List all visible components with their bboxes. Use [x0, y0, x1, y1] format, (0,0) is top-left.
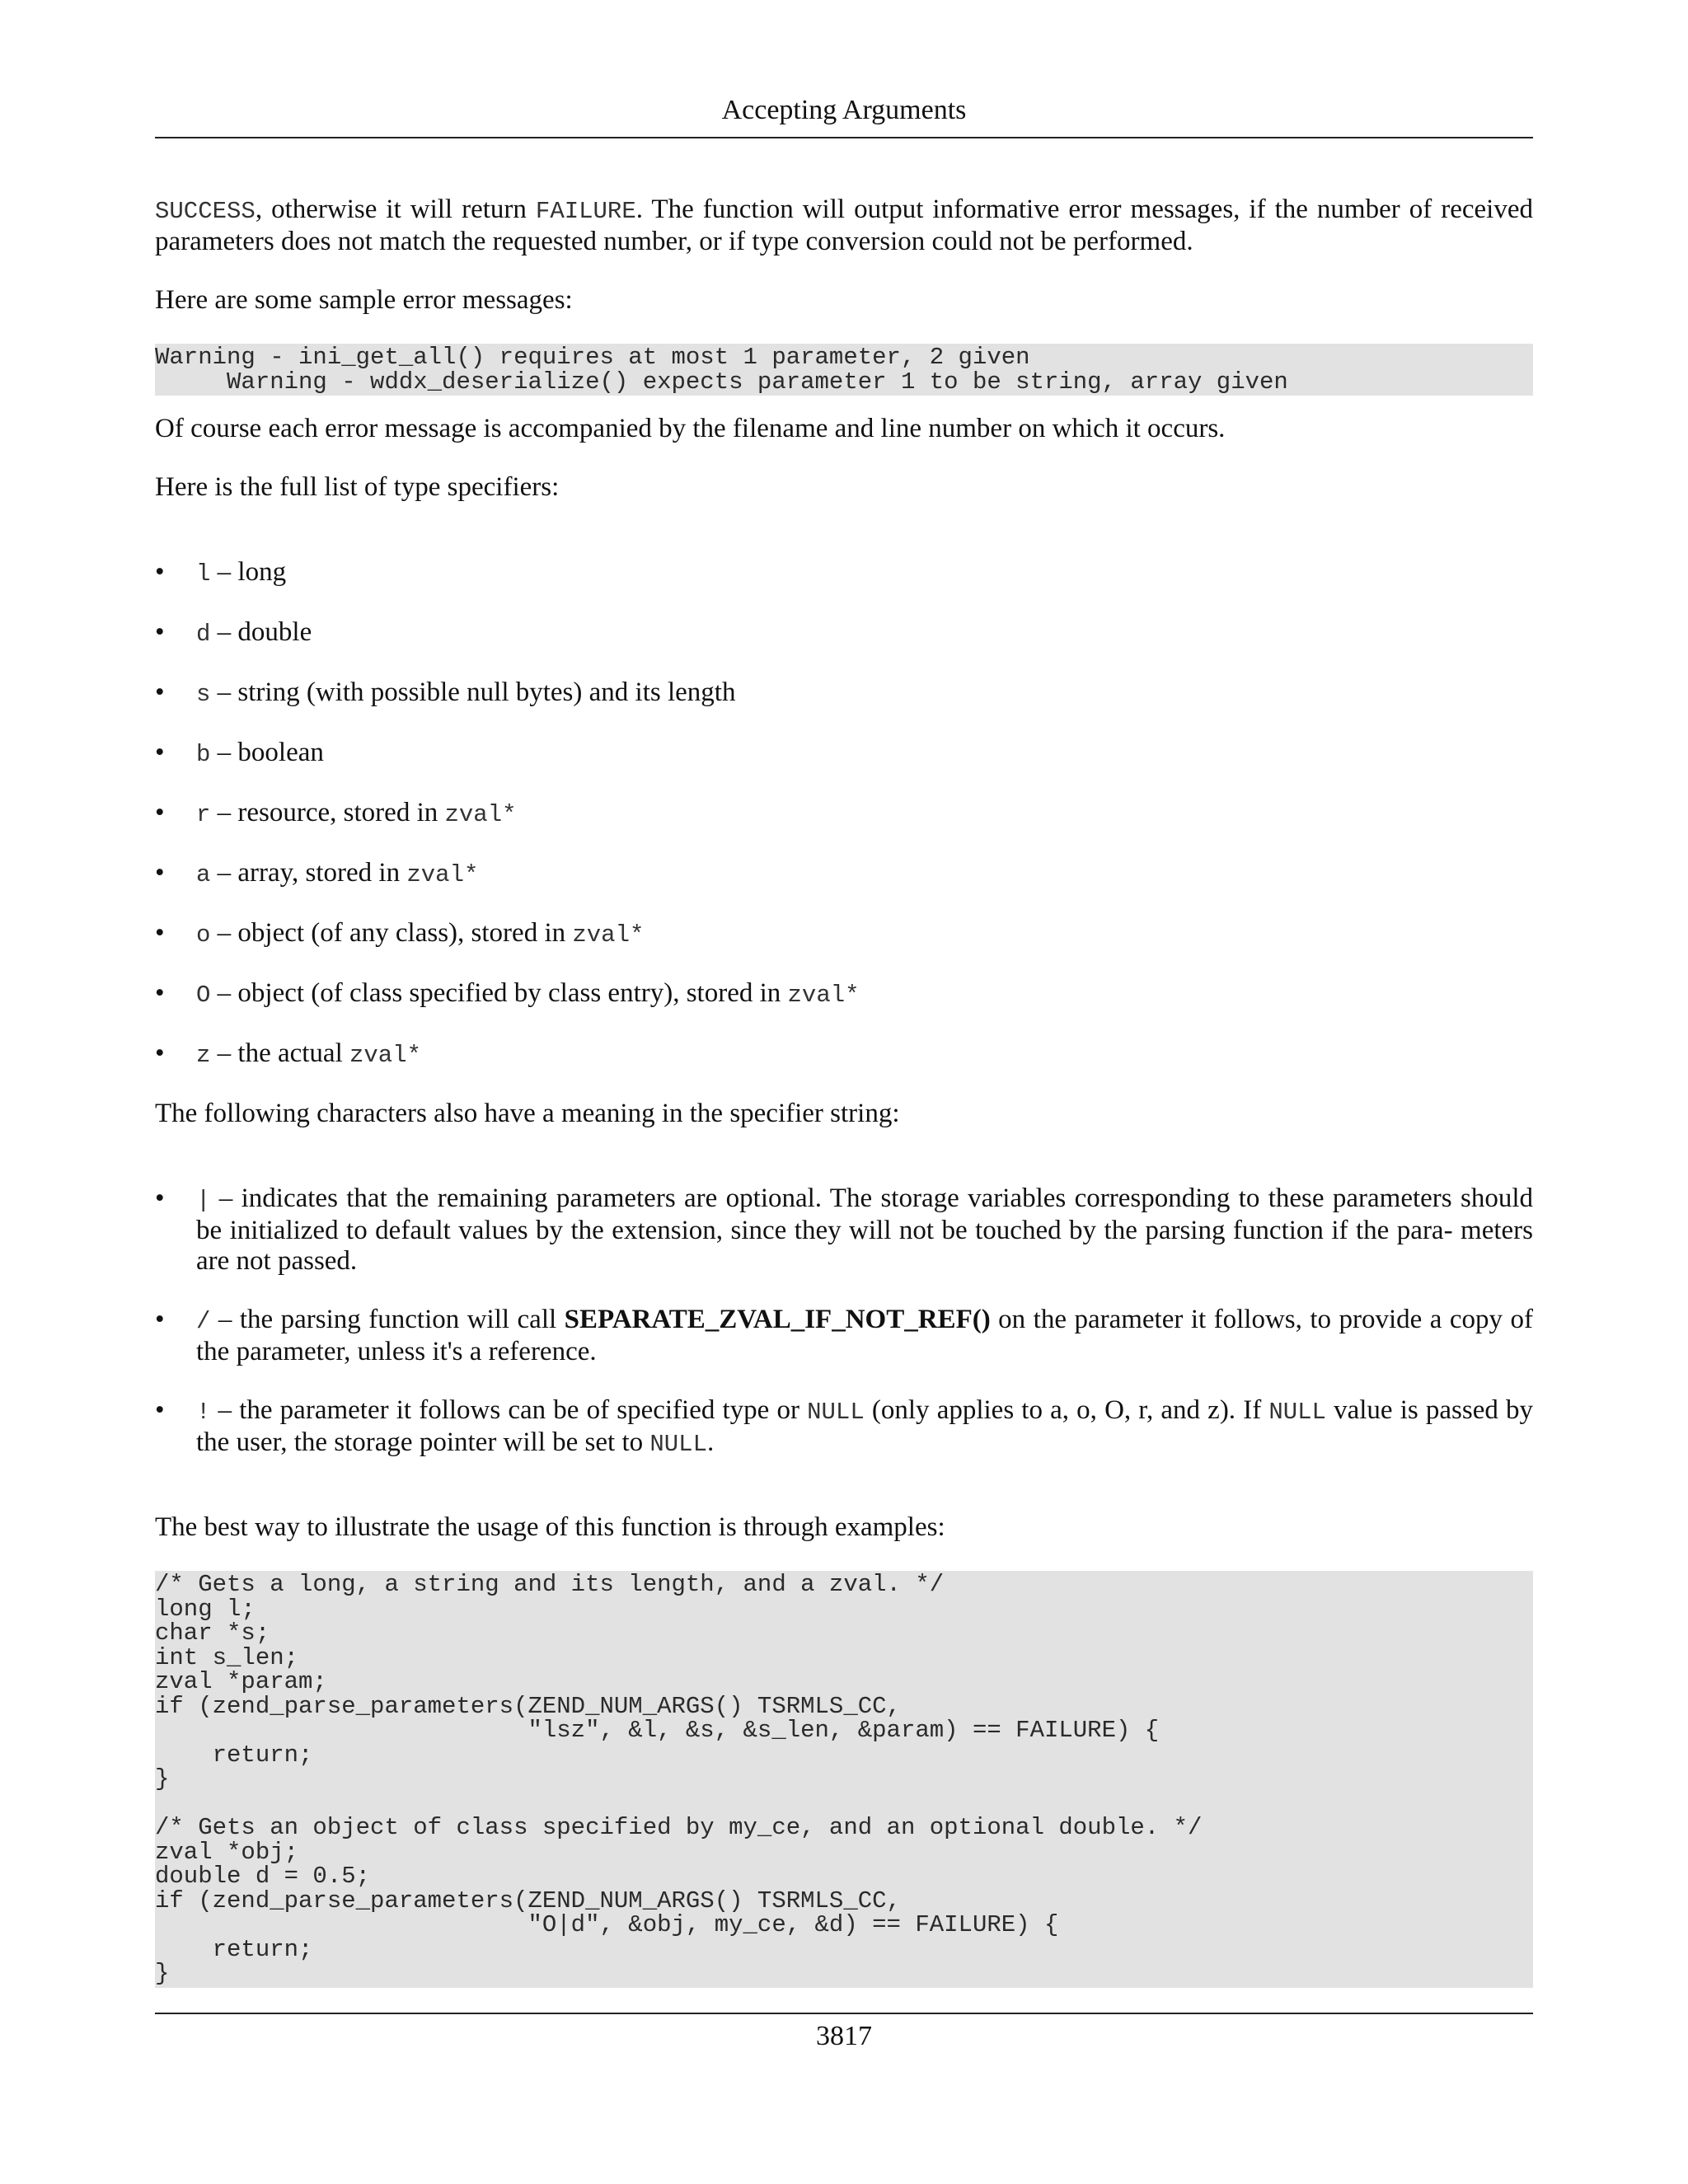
specifier-code: O — [196, 982, 211, 1009]
specifier-code: r — [196, 801, 211, 828]
specifier-code: l — [196, 560, 211, 588]
specifier-code: b — [196, 741, 211, 768]
specifier-code: s — [196, 681, 211, 708]
bullet: • — [155, 858, 165, 888]
running-header: Accepting Arguments — [721, 95, 967, 125]
specifier-text: double — [237, 617, 312, 647]
examples-intro: The best way to illustrate the usage of this function is through examples: — [155, 1512, 945, 1542]
list-item — [155, 858, 1533, 890]
list-item — [155, 1038, 1533, 1071]
sample-errors-code-block: Warning - ini_get_all() requires at most 1 parameter, 2 given Warning - wddx_deserialize() expects parameter 1 to be string, array given — [155, 344, 1533, 396]
list-item — [155, 1395, 1533, 1460]
specifier-text: string (with possible null bytes) and its length — [237, 677, 736, 707]
modifiers-intro: The following characters also have a meaning in the specifier string: — [155, 1099, 900, 1128]
specifier-code: z — [196, 1042, 211, 1069]
specifier-type-code: zval* — [572, 921, 645, 949]
bullet: • — [155, 798, 165, 827]
failure-code: FAILURE — [535, 198, 636, 225]
modifier-slash-text-2: on the parameter it follows, to provide a copy of the parameter, unless it's a reference. — [196, 1305, 1534, 1366]
list-item — [155, 798, 1533, 830]
specifier-text: boolean — [237, 738, 324, 767]
bullet: • — [155, 978, 165, 1008]
specifier-text: object (of any class), stored in — [237, 918, 573, 948]
null-code: NULL — [807, 1399, 865, 1426]
list-item — [155, 557, 1533, 589]
specifier-type-code: zval* — [406, 861, 479, 888]
modifier-dash: – — [210, 1305, 240, 1334]
list-item — [155, 978, 1533, 1010]
specifier-text: object (of class specified by class entry), stored in — [237, 978, 788, 1008]
modifier-bang-code: ! — [196, 1399, 211, 1426]
page-content — [155, 194, 1533, 2006]
type-specifiers-intro: Here is the full list of type specifiers: — [155, 472, 560, 502]
intro-text-2: . The function will output informative error messages, if the number of received parameters does not match the requested number, or if type conversion could not be performed. — [155, 194, 1533, 256]
type-specifiers-list — [155, 557, 1533, 1071]
error-note: Of course each error message is accompanied by the filename and line number on which it occurs. — [155, 414, 1226, 443]
modifier-bang-text-2: (only applies to a, o, O, r, and z). If — [864, 1395, 1269, 1425]
specifier-dash: – — [210, 1038, 238, 1068]
page-number: 3817 — [816, 2021, 872, 2051]
specifier-dash: – — [210, 677, 238, 707]
modifier-bang-text-1: the parameter it follows can be of specified type or — [239, 1395, 808, 1425]
specifier-text: the actual — [237, 1038, 349, 1068]
specifier-code: d — [196, 621, 211, 648]
modifier-pipe-code: | — [196, 1187, 211, 1214]
specifier-type-code: zval* — [444, 801, 517, 828]
specifier-dash: – — [210, 978, 238, 1008]
specifier-text: resource, stored in — [237, 798, 445, 827]
modifier-pipe-text: indicates that the remaining parameters are optional. The storage variables corresponding to these parameters should be initialized to default values by the extension, since they will not be touched by the parsing function if the para- meters are not passed. — [196, 1183, 1534, 1276]
specifier-dash: – — [210, 918, 238, 948]
null-code: NULL — [649, 1431, 707, 1458]
modifier-dash: – — [210, 1395, 240, 1425]
null-code: NULL — [1268, 1399, 1326, 1426]
specifier-dash: – — [210, 617, 238, 647]
bullet: • — [155, 617, 165, 647]
specifier-dash: – — [210, 858, 238, 888]
specifier-text: array, stored in — [237, 858, 407, 888]
modifiers-list — [155, 1183, 1533, 1460]
bullet: • — [155, 557, 165, 587]
specifier-dash: – — [210, 557, 238, 587]
bullet: • — [155, 1305, 165, 1334]
modifier-slash-code: / — [196, 1308, 211, 1335]
specifier-code: a — [196, 861, 211, 888]
bullet: • — [155, 1183, 165, 1213]
header-rule — [155, 137, 1533, 138]
bullet: • — [155, 918, 165, 948]
examples-code-block: /* Gets a long, a string and its length, and a zval. */ long l; char *s; int s_len; zval *param; if (zend_parse_parameters(ZEND_NUM_ARGS() TSRMLS_CC, "lsz", &l, &s, &s_len, &param) == FAILURE) { return; } /* Gets an object of class specified by my_ce, and an optional double. */ zval *obj; double d = 0.5; if (zend_parse_parameters(ZEND_NUM_ARGS() TSRMLS_CC, "O|d", &obj, my_ce, &d) == FAILURE) { return; } — [155, 1571, 1533, 1988]
modifier-dash: – — [210, 1183, 241, 1213]
modifier-bang-text-4: . — [707, 1427, 715, 1457]
bullet: • — [155, 677, 165, 707]
modifier-bang-text-3: value is passed by the user, the storage pointer will be set to — [196, 1395, 1534, 1457]
specifier-dash: – — [210, 738, 238, 767]
specifier-type-code: zval* — [787, 982, 860, 1009]
success-code: SUCCESS — [155, 198, 256, 225]
list-item — [155, 1183, 1533, 1277]
intro-text-1: , otherwise it will return — [255, 194, 536, 224]
list-item — [155, 918, 1533, 950]
sample-errors-intro: Here are some sample error messages: — [155, 285, 573, 315]
specifier-type-code: zval* — [349, 1042, 422, 1069]
intro-paragraph — [155, 194, 1533, 257]
bullet: • — [155, 1395, 165, 1425]
separate-zval-macro: SEPARATE_ZVAL_IF_NOT_REF() — [564, 1305, 991, 1334]
specifier-text: long — [237, 557, 287, 587]
list-item — [155, 738, 1533, 770]
modifier-slash-text-1: the parsing function will call — [239, 1305, 565, 1334]
list-item — [155, 617, 1533, 649]
list-item — [155, 677, 1533, 710]
bullet: • — [155, 738, 165, 767]
specifier-code: o — [196, 921, 211, 949]
list-item — [155, 1305, 1533, 1367]
bullet: • — [155, 1038, 165, 1068]
specifier-dash: – — [210, 798, 238, 827]
